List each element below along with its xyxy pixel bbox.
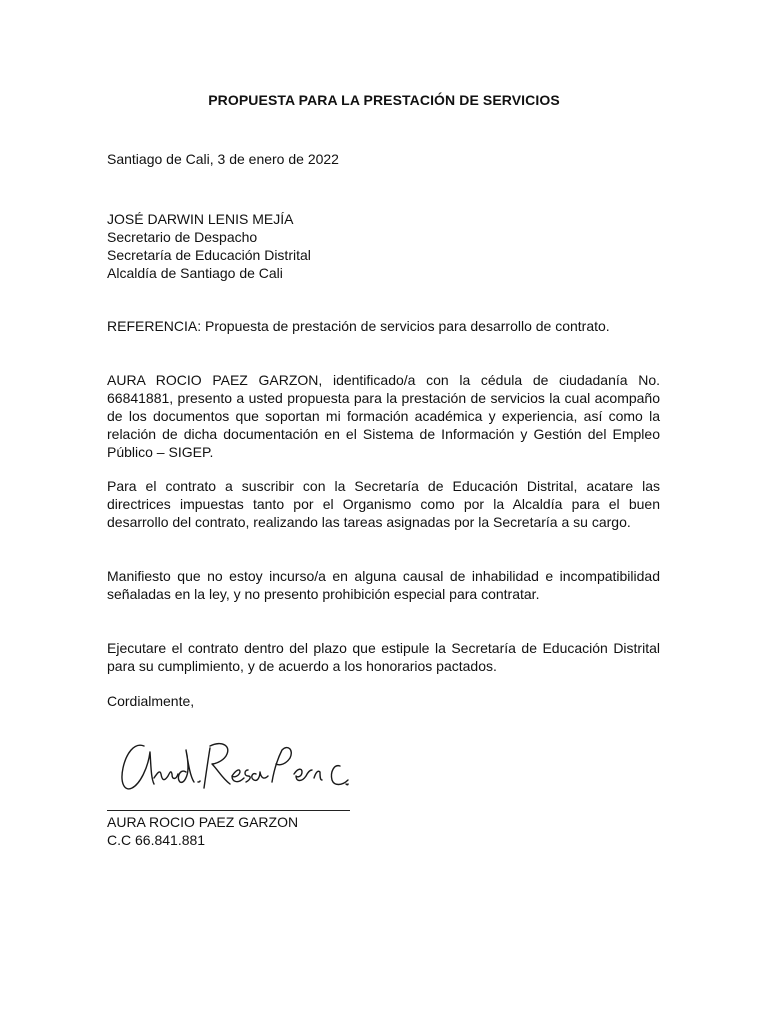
recipient-institution: Alcaldía de Santiago de Cali xyxy=(107,265,283,281)
signature-line xyxy=(107,810,350,811)
place-date: Santiago de Cali, 3 de enero de 2022 xyxy=(107,151,339,167)
body-paragraph: Ejecutare el contrato dentro del plazo que estipule la Secretaría de Educación Distrital para su cumplimiento, y de acuerdo a los honorarios pactados. xyxy=(107,640,660,674)
signer-block xyxy=(107,813,298,849)
reference-line: REFERENCIA: Propuesta de prestación de servicios para desarrollo de contrato. xyxy=(107,318,610,334)
signer-id: C.C 66.841.881 xyxy=(107,832,206,848)
body-paragraph: AURA ROCIO PAEZ GARZON, identificado/a con la cédula de ciudadanía No. 66841881, presento a usted propuesta para la prestación de servicios la cual acompaño de los documentos que soportan mi formación académica y experiencia, así como la relación de dicha documentación en el Sistema de Información y Gestión del Empleo Público – SIGEP. xyxy=(107,372,660,460)
signer-name: AURA ROCIO PAEZ GARZON xyxy=(107,814,299,830)
recipient-name: JOSÉ DARWIN LENIS MEJÍA xyxy=(107,211,294,227)
recipient-role: Secretario de Despacho xyxy=(107,229,258,245)
body-paragraph: Para el contrato a suscribir con la Secretaría de Educación Distrital, acatare las directrices impuestas tanto por el Organismo como por la Alcaldía para el buen desarrollo del contrato, realizando las tareas asignadas por la Secretaría a su cargo. xyxy=(107,478,660,530)
closing: Cordialmente, xyxy=(107,693,195,709)
recipient-block xyxy=(107,210,311,282)
document-title: PROPUESTA PARA LA PRESTACIÓN DE SERVICIOS xyxy=(208,92,560,108)
body-paragraph: Manifiesto que no estoy incurso/a en alguna causal de inhabilidad e incompatibilidad señaladas en la ley, y no presento prohibición especial para contratar. xyxy=(107,568,660,602)
recipient-department: Secretaría de Educación Distrital xyxy=(107,247,311,263)
handwritten-signature xyxy=(114,732,354,800)
